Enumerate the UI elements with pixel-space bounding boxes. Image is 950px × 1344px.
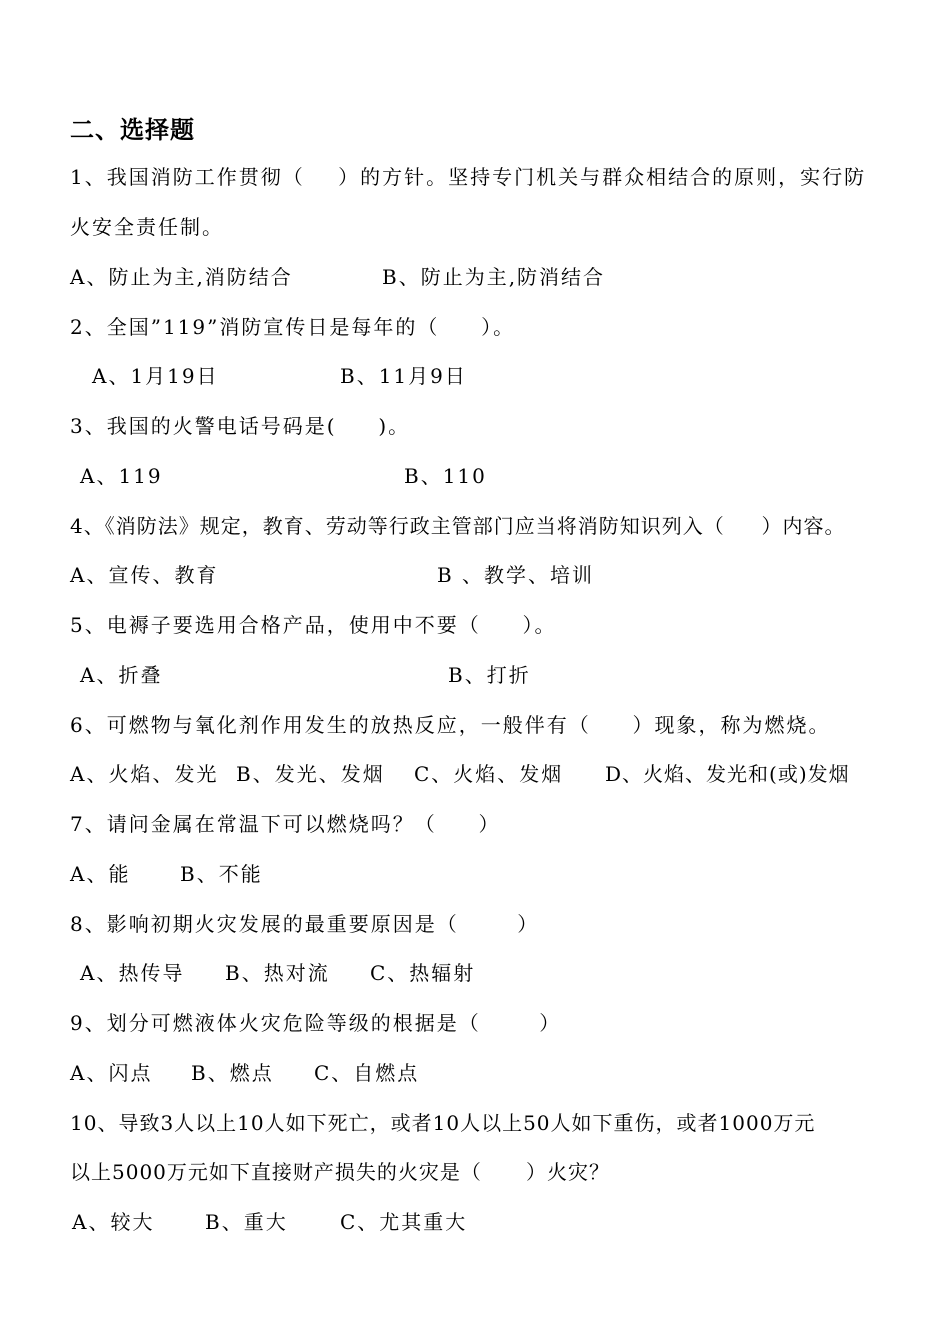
question-5-option-b: B、打折 xyxy=(448,663,531,687)
question-2-option-b: B、11月9日 xyxy=(340,364,467,388)
question-6-option-b: B、发光、发烟 xyxy=(236,762,385,786)
question-1-text: 1、我国消防工作贯彻（ ）的方针。坚持专门机关与群众相结合的原则，实行防 xyxy=(70,165,867,189)
question-9-option-a: A、闪点 xyxy=(70,1061,153,1085)
question-3-text: 3、我国的火警电话号码是( )。 xyxy=(70,414,411,438)
question-10-text-cont: 以上5000万元如下直接财产损失的火灾是（ ）火灾？ xyxy=(70,1160,611,1184)
question-10-option-a: A、较大 xyxy=(72,1210,155,1234)
question-2-text: 2、全国”119”消防宣传日是每年的（ ）。 xyxy=(70,315,516,339)
question-8-option-a: A、热传导 xyxy=(80,961,185,985)
question-5-text: 5、电褥子要选用合格产品，使用中不要（ ）。 xyxy=(70,613,557,637)
question-5-option-a: A、折叠 xyxy=(80,663,163,687)
question-8-option-c: C、热辐射 xyxy=(370,961,476,985)
question-6-option-d: D、火焰、发光和(或)发烟 xyxy=(605,762,850,786)
question-8-option-b: B、热对流 xyxy=(225,961,330,985)
question-6-option-a: A、火焰、发光 xyxy=(70,762,219,786)
question-7-option-b: B、不能 xyxy=(180,862,263,886)
question-3-option-a: A、119 xyxy=(80,464,163,488)
question-2-option-a: A、1月19日 xyxy=(92,364,219,388)
question-10-option-c: C、尤其重大 xyxy=(340,1210,468,1234)
question-10-text: 10、导致3人以上10人如下死亡，或者10人以上50人如下重伤，或者1000万元 xyxy=(70,1111,816,1135)
question-9-option-c: C、自燃点 xyxy=(314,1061,420,1085)
question-1-text-cont: 火安全责任制。 xyxy=(70,215,224,239)
question-7-option-a: A、能 xyxy=(70,862,131,886)
question-7-text: 7、请问金属在常温下可以燃烧吗？（ ） xyxy=(70,812,501,836)
question-6-text: 6、可燃物与氧化剂作用发生的放热反应，一般伴有（ ）现象，称为燃烧。 xyxy=(70,713,831,737)
question-1-option-b: B、防止为主,防消结合 xyxy=(382,265,606,289)
question-9-option-b: B、燃点 xyxy=(191,1061,274,1085)
question-4-option-a: A、宣传、教育 xyxy=(70,563,219,587)
question-4-option-b: B 、教学、培训 xyxy=(437,563,595,587)
question-1-option-a: A、防止为主,消防结合 xyxy=(70,265,293,289)
question-4-text: 4、《消防法》规定，教育、劳动等行政主管部门应当将消防知识列入（ ）内容。 xyxy=(70,514,846,538)
question-6-option-c: C、火焰、发烟 xyxy=(414,762,564,786)
question-8-text: 8、影响初期火灾发展的最重要原因是（ ） xyxy=(70,912,540,936)
question-3-option-b: B、110 xyxy=(404,464,487,488)
question-10-option-b: B、重大 xyxy=(205,1210,288,1234)
section-title: 二、选择题 xyxy=(70,116,195,144)
question-9-text: 9、划分可燃液体火灾危险等级的根据是（ ） xyxy=(70,1011,562,1035)
